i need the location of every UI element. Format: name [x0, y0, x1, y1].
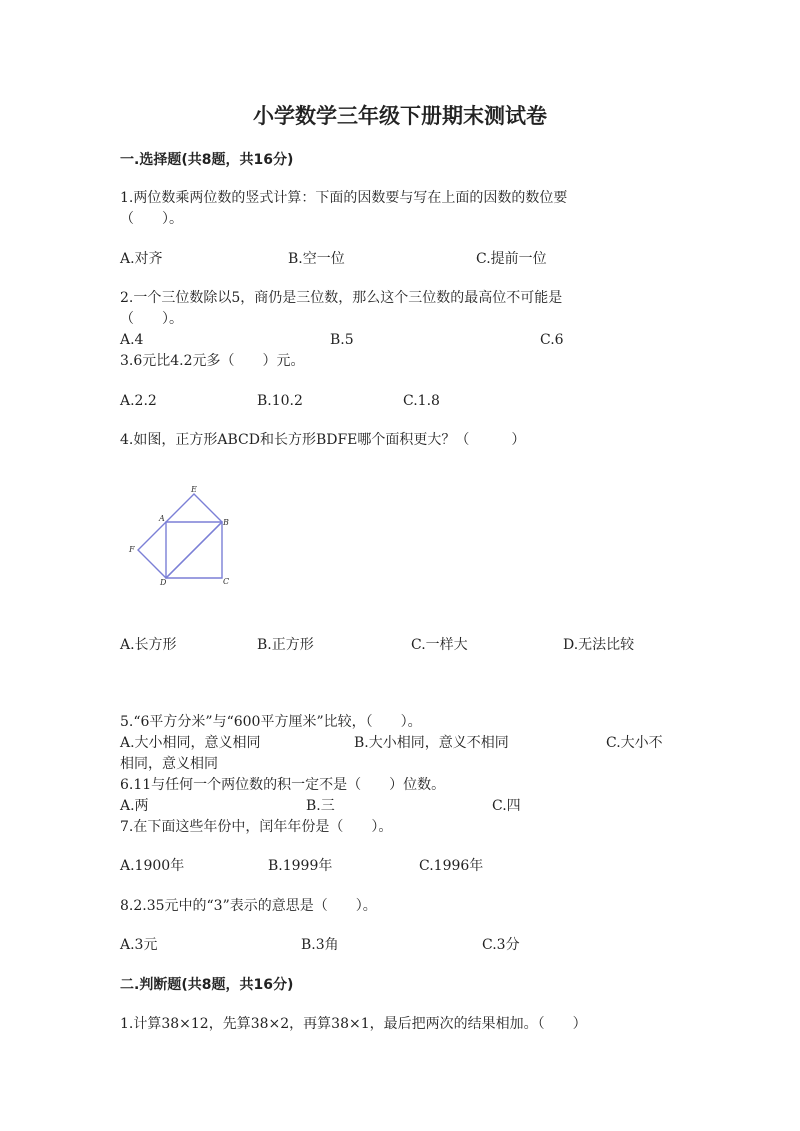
question-1-option-b: B.空一位 — [288, 251, 345, 267]
label-a: A — [159, 514, 165, 523]
question-1-text: 1.两位数乘两位数的竖式计算：下面的因数要与写在上面的因数的数位要 — [120, 190, 568, 206]
question-7-option-c: C.1996年 — [419, 858, 484, 874]
question-5-option-b: B.大小相同，意义不相同 — [354, 735, 509, 751]
question-8-text: 8.2.35元中的“3”表示的意思是（ ）。 — [120, 898, 377, 914]
question-2-option-b: B.5 — [330, 332, 354, 348]
question-5-option-c: C.大小不 — [606, 735, 663, 751]
question-6-option-a: A.两 — [120, 798, 149, 814]
question-4-option-c: C.一样大 — [411, 637, 468, 653]
question-6-text: 6.11与任何一个两位数的积一定不是（ ）位数。 — [120, 777, 446, 793]
question-1-option-a: A.对齐 — [120, 251, 163, 267]
question-5-option-c-continued: 相同，意义相同 — [120, 756, 218, 772]
question-4-text: 4.如图，正方形ABCD和长方形BDFE哪个面积更大？（ ） — [120, 432, 526, 448]
question-7-text: 7.在下面这些年份中，闰年年份是（ ）。 — [120, 819, 393, 835]
question-5-text: 5.“6平方分米”与“600平方厘米”比较，（ ）。 — [120, 714, 422, 730]
question-3-option-b: B.10.2 — [257, 393, 303, 409]
question-2-blank: （ ）。 — [120, 311, 183, 327]
label-d: D — [160, 578, 167, 587]
question-2-text: 2.一个三位数除以5，商仍是三位数，那么这个三位数的最高位不可能是 — [120, 290, 563, 306]
question-4-option-b: B.正方形 — [257, 637, 314, 653]
question-7-option-b: B.1999年 — [268, 858, 333, 874]
label-f: F — [129, 545, 135, 554]
question-5-option-a: A.大小相同，意义相同 — [120, 735, 261, 751]
question-4-option-a: A.长方形 — [120, 637, 177, 653]
section-heading-true-false: 二.判断题(共8题，共16分) — [120, 977, 294, 993]
question-3-option-c: C.1.8 — [403, 393, 440, 409]
question-6-option-b: B.三 — [306, 798, 335, 814]
label-b: B — [223, 518, 229, 527]
question-8-option-c: C.3分 — [482, 937, 520, 953]
square-rectangle-figure — [126, 482, 236, 590]
judgement-1-text: 1.计算38×12，先算38×2，再算38×1，最后把两次的结果相加。（ ） — [120, 1016, 587, 1032]
question-3-text: 3.6元比4.2元多（ ）元。 — [120, 353, 305, 369]
question-1-blank: （ ）。 — [120, 211, 183, 227]
diagonal-bd — [166, 522, 222, 578]
question-7-option-a: A.1900年 — [120, 858, 185, 874]
question-1-option-c: C.提前一位 — [476, 251, 547, 267]
question-4-option-d: D.无法比较 — [563, 637, 635, 653]
section-heading-choice: 一.选择题(共8题，共16分) — [120, 152, 294, 168]
page-title: 小学数学三年级下册期末测试卷 — [253, 104, 547, 128]
question-8-option-b: B.3角 — [301, 937, 339, 953]
question-8-option-a: A.3元 — [120, 937, 158, 953]
question-3-option-a: A.2.2 — [120, 393, 157, 409]
question-6-option-c: C.四 — [492, 798, 521, 814]
label-e: E — [191, 485, 197, 494]
figure-lines — [138, 494, 222, 578]
rectangle-bdfe — [138, 494, 222, 578]
question-2-option-c: C.6 — [540, 332, 564, 348]
question-2-option-a: A.4 — [120, 332, 144, 348]
label-c: C — [223, 577, 230, 586]
